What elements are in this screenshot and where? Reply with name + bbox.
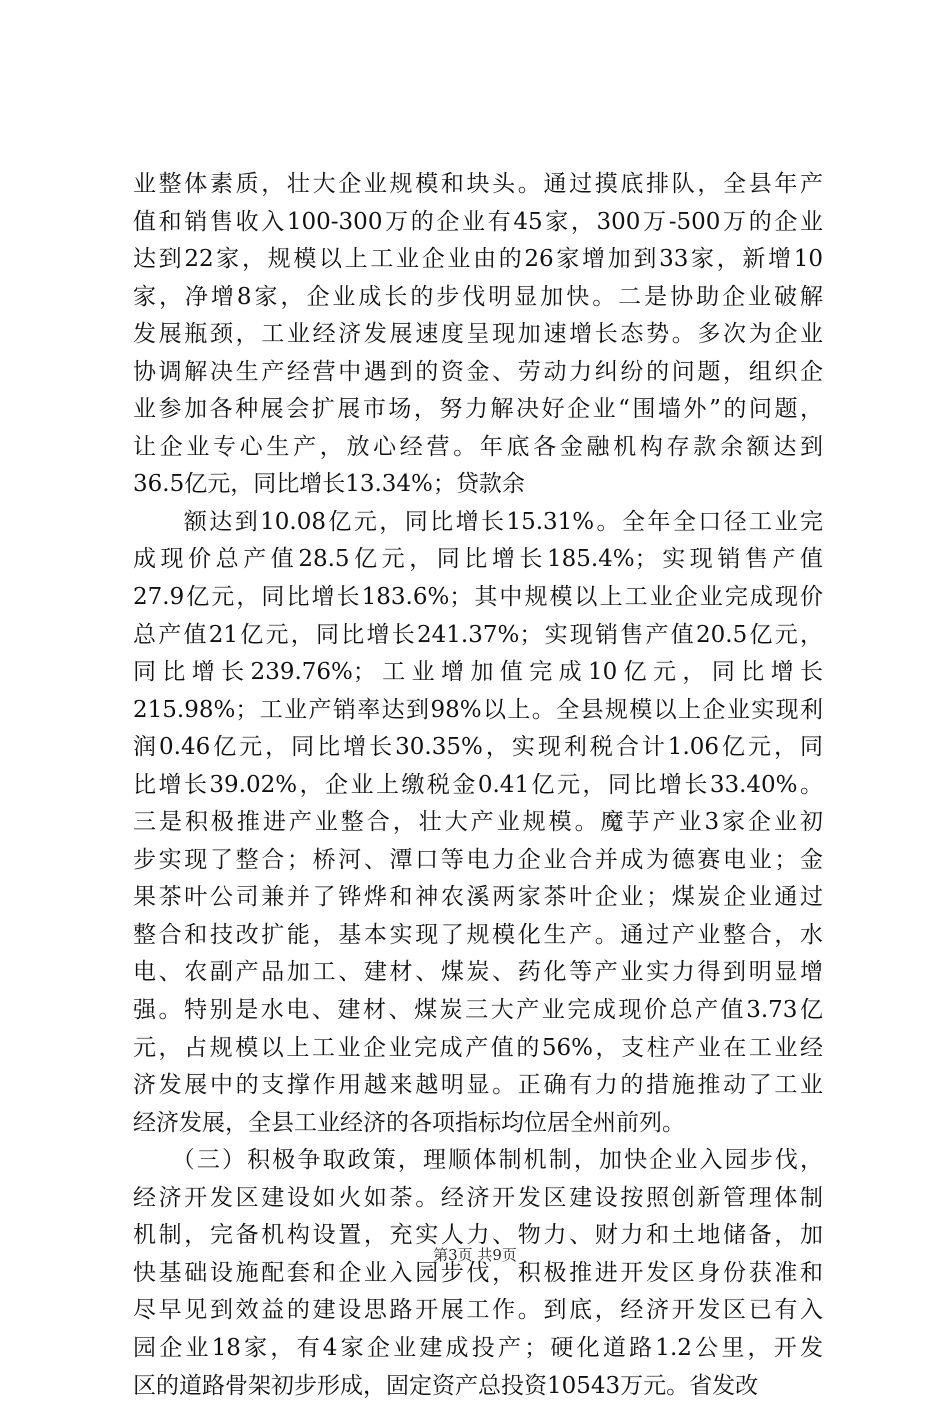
text-line: 家，净增8家，企业成长的步伐明显加快。二是协助企业破解: [133, 279, 823, 317]
text-line: 达到22家，规模以上工业企业由的26家增加到33家，新增10: [133, 241, 823, 279]
text-line: 让企业专心生产，放心经营。年底各金融机构存款余额达到: [133, 429, 823, 467]
text-line: 三是积极推进产业整合，壮大产业规模。魔芋产业3家企业初: [133, 804, 823, 842]
body-text: [133, 166, 823, 1405]
text-line: 协调解决生产经营中遇到的资金、劳动力纠纷的问题，组织企: [133, 354, 823, 392]
text-line: 额达到10.08亿元，同比增长15.31%。全年全口径工业完: [133, 504, 823, 542]
text-line: 36.5亿元，同比增长13.34%；贷款余: [133, 466, 823, 504]
text-line: 成现价总产值28.5亿元，同比增长185.4%；实现销售产值: [133, 541, 823, 579]
text-line: 215.98%；工业产销率达到98%以上。全县规模以上企业实现利: [133, 692, 823, 730]
text-line: 强。特别是水电、建材、煤炭三大产业完成现价总产值3.73亿: [133, 992, 823, 1030]
text-line: 经济开发区建设如火如荼。经济开发区建设按照创新管理体制: [133, 1180, 823, 1218]
paragraph: [133, 504, 823, 1142]
text-line: 果茶叶公司兼并了铧烨和神农溪两家茶叶企业；煤炭企业通过: [133, 879, 823, 917]
text-line: 发展瓶颈，工业经济发展速度呈现加速增长态势。多次为企业: [133, 316, 823, 354]
text-line: 经济发展，全县工业经济的各项指标均位居全州前列。: [133, 1105, 823, 1143]
text-line: 区的道路骨架初步形成，固定资产总投资10543万元。省发改: [133, 1368, 823, 1405]
paragraph: [133, 166, 823, 504]
text-line: 园企业18家，有4家企业建成投产；硬化道路1.2公里，开发: [133, 1330, 823, 1368]
text-line: 润0.46亿元，同比增长30.35%，实现利税合计1.06亿元，同: [133, 729, 823, 767]
text-line: 济发展中的支撑作用越来越明显。正确有力的措施推动了工业: [133, 1067, 823, 1105]
text-line: 整合和技改扩能，基本实现了规模化生产。通过产业整合，水: [133, 917, 823, 955]
text-line: 电、农副产品加工、建材、煤炭、药化等产业实力得到明显增: [133, 954, 823, 992]
text-line: 同比增长239.76%；工业增加值完成10亿元，同比增长: [133, 654, 823, 692]
text-line: （三）积极争取政策，理顺体制机制，加快企业入园步伐，: [133, 1142, 823, 1180]
paragraph: [133, 1142, 823, 1405]
text-line: 元，占规模以上工业企业完成产值的56%，支柱产业在工业经: [133, 1030, 823, 1068]
text-line: 27.9亿元，同比增长183.6%；其中规模以上工业企业完成现价: [133, 579, 823, 617]
text-line: 业参加各种展会扩展市场，努力解决好企业“围墙外”的问题，: [133, 391, 823, 429]
text-line: 总产值21亿元，同比增长241.37%；实现销售产值20.5亿元，: [133, 617, 823, 655]
text-line: 比增长39.02%，企业上缴税金0.41亿元，同比增长33.40%。: [133, 767, 823, 805]
text-line: 机制，完备机构设置，充实人力、物力、财力和土地储备，加: [133, 1217, 823, 1255]
page-footer: 第3页 共9页: [0, 1245, 950, 1265]
text-line: 步实现了整合；桥河、潭口等电力企业合并成为德赛电业；金: [133, 842, 823, 880]
text-line: 业整体素质，壮大企业规模和块头。通过摸底排队，全县年产: [133, 166, 823, 204]
text-line: 尽早见到效益的建设思路开展工作。到底，经济开发区已有入: [133, 1292, 823, 1330]
text-line: 值和销售收入100-300万的企业有45家，300万-500万的企业: [133, 204, 823, 242]
text-line: 快基础设施配套和企业入园步伐，积极推进开发区身份获准和: [133, 1255, 823, 1293]
